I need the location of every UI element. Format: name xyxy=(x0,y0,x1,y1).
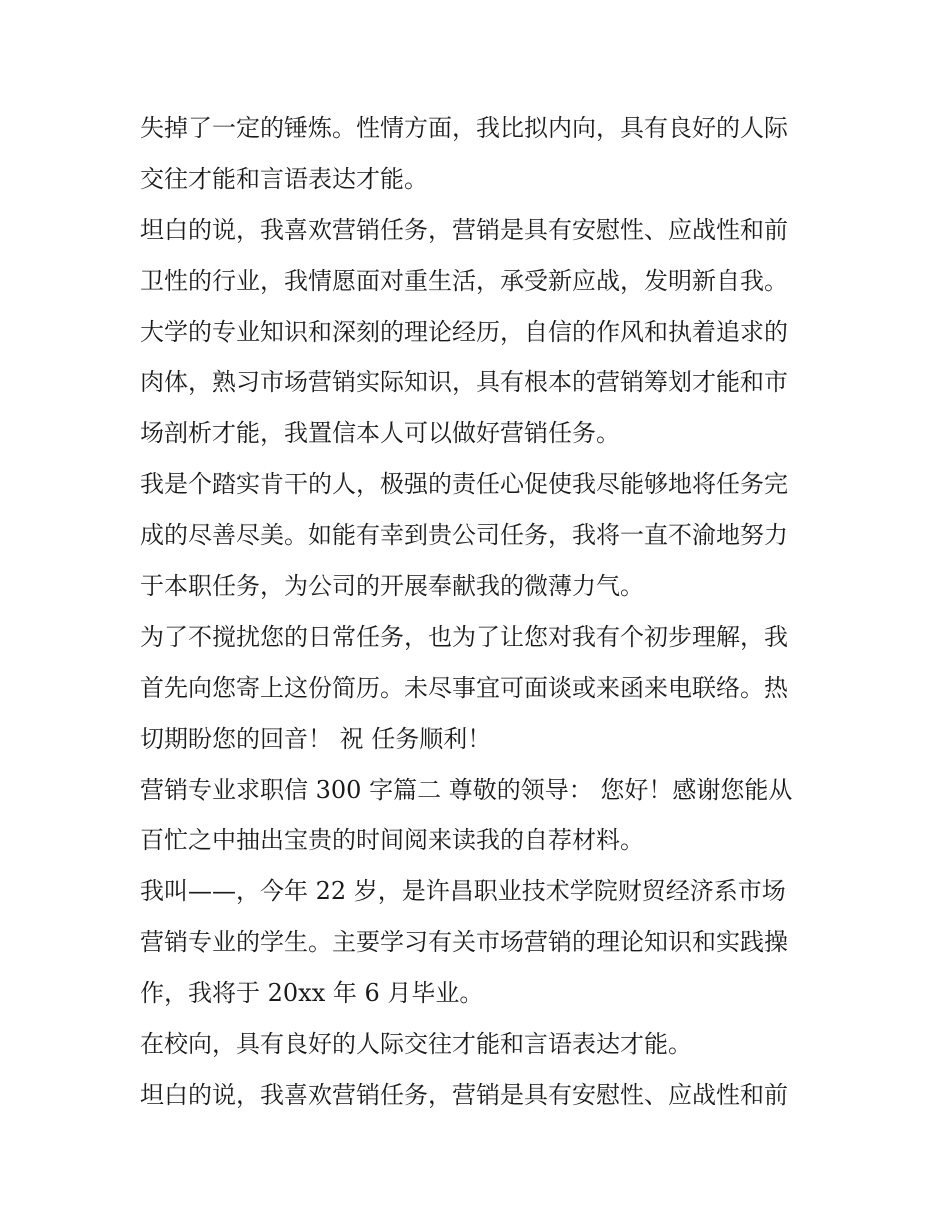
text-line: 在校向，具有良好的人际交往才能和言语表达才能。 xyxy=(140,1030,692,1059)
text-line: 坦白的说，我喜欢营销任务，营销是具有安慰性、应战性和前 xyxy=(140,1080,788,1109)
text-line: 切期盼您的回音！ 祝 任务顺利！ xyxy=(140,724,492,753)
text-line: 场剖析才能，我置信本人可以做好营销任务。 xyxy=(140,419,620,448)
text-line: 首先向您寄上这份简历。未尽事宜可面谈或来函来电联络。热 xyxy=(140,673,788,702)
text-line: 于本职任务，为公司的开展奉献我的微薄力气。 xyxy=(140,572,644,601)
document-body xyxy=(140,103,840,1121)
text-line: 交往才能和言语表达才能。 xyxy=(140,164,428,193)
section-heading-line: 营销专业求职信 300 字篇二 尊敬的领导： 您好！感谢您能从 xyxy=(140,775,793,804)
text-line: 肉体，熟习市场营销实际知识，具有根本的营销筹划才能和市 xyxy=(140,368,788,397)
text-line: 卫性的行业，我情愿面对重生活，承受新应战，发明新自我。 xyxy=(140,266,788,295)
text-line: 坦白的说，我喜欢营销任务，营销是具有安慰性、应战性和前 xyxy=(140,215,788,244)
text-line: 作，我将于 20xx 年 6 月毕业。 xyxy=(140,979,484,1008)
text-line: 我叫——，今年 22 岁，是许昌职业技术学院财贸经济系市场 xyxy=(140,877,786,906)
text-line: 为了不搅扰您的日常任务，也为了让您对我有个初步理解，我 xyxy=(140,622,788,651)
text-line: 失掉了一定的锤炼。性情方面，我比拟内向，具有良好的人际 xyxy=(140,114,788,142)
text-line: 大学的专业知识和深刻的理论经历，自信的作风和执着追求的 xyxy=(140,317,788,346)
text-line: 百忙之中抽出宝贵的时间阅来读我的自荐材料。 xyxy=(140,826,644,855)
text-line: 我是个踏实肯干的人，极强的责任心促使我尽能够地将任务完 xyxy=(140,470,788,499)
text-line: 成的尽善尽美。如能有幸到贵公司任务，我将一直不渝地努力 xyxy=(140,521,788,550)
text-line: 营销专业的学生。主要学习有关市场营销的理论知识和实践操 xyxy=(140,928,788,957)
